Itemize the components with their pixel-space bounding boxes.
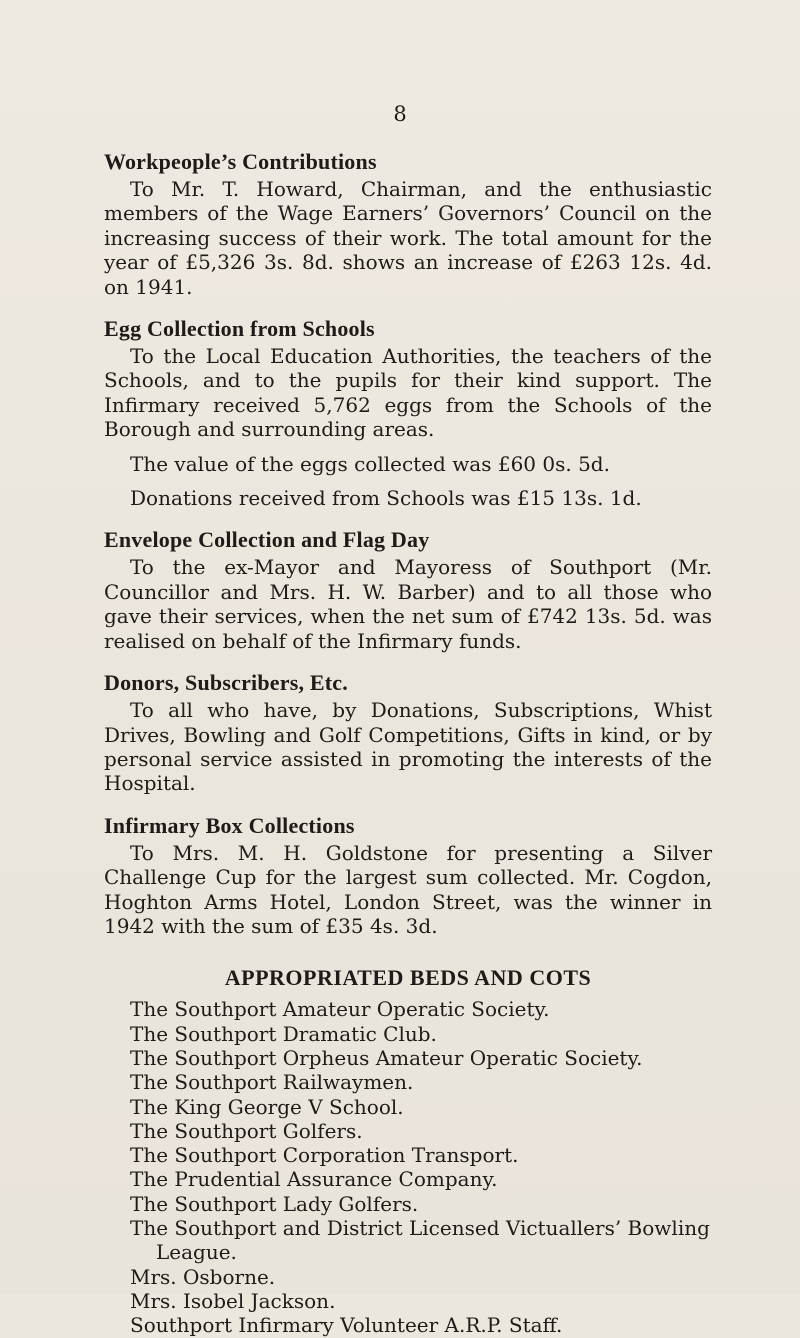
page-number: 8 <box>393 102 407 126</box>
list-item: The Southport Golfers. <box>130 1118 363 1143</box>
list-item: The Southport Lady Golfers. <box>130 1191 419 1216</box>
section-heading: Donors, Subscribers, Etc. <box>104 670 348 696</box>
section-paragraph: To all who have, by Donations, Subscriptions, Whist Drives, Bowling and Golf Competitions, Gifts in kind, or by personal service assisted in promoting the interests of the Hospital. <box>104 698 712 796</box>
list-item: Mrs. Isobel Jackson. <box>130 1288 336 1313</box>
section-paragraph: Donations received from Schools was £15 13s. 1d. <box>130 486 642 511</box>
section-heading: Infirmary Box Collections <box>104 812 355 838</box>
beds-title: APPROPRIATED BEDS AND COTS <box>224 965 592 991</box>
section-workpeoples-contributions <box>104 148 712 299</box>
list-item: The Southport Orpheus Amateur Operatic Society. <box>130 1045 643 1070</box>
list-item: The Southport Corporation Transport. <box>130 1143 519 1168</box>
section-heading: Egg Collection from Schools <box>104 316 375 342</box>
list-item: The Southport and District Licensed Victuallers’ Bowling League. <box>130 1216 710 1265</box>
section-heading: Workpeople’s Contributions <box>104 149 377 174</box>
list-item: The Southport Dramatic Club. <box>130 1021 437 1046</box>
list-item: The King George V School. <box>130 1094 404 1119</box>
list-item: The Prudential Assurance Company. <box>130 1167 498 1192</box>
page-content <box>104 148 712 1338</box>
section-paragraph: The value of the eggs collected was £60 0s. 5d. <box>130 451 610 476</box>
beds-list <box>104 997 712 1337</box>
section-heading: Envelope Collection and Flag Day <box>104 527 430 553</box>
section-egg-collection <box>104 315 712 510</box>
section-paragraph: To the ex-Mayor and Mayoress of Southport (Mr. Councillor and Mrs. H. W. Barber) and to all those who gave their services, when the net sum of £742 13s. 5d. was realised on behalf of the Infirmary funds. <box>104 555 712 653</box>
list-item: Southport Infirmary Volunteer A.R.P. Staff. <box>130 1313 563 1338</box>
section-infirmary-box-collections <box>104 812 712 939</box>
section-paragraph: To the Local Education Authorities, the teachers of the Schools, and to the pupils for their kind support. The Infirmary received 5,762 eggs from the Schools of the Borough and surrounding areas. <box>104 344 712 442</box>
list-item: The Southport Railwaymen. <box>130 1070 414 1095</box>
section-donors-subscribers <box>104 669 712 796</box>
list-item: Mrs. Osborne. <box>130 1264 276 1289</box>
section-envelope-collection <box>104 526 712 653</box>
section-paragraph: To Mrs. M. H. Goldstone for presenting a Silver Challenge Cup for the largest sum collected. Mr. Cogdon, Hoghton Arms Hotel, London Street, was the winner in 1942 with the sum of £35 4s. 3d. <box>104 840 712 938</box>
section-paragraph: To Mr. T. Howard, Chairman, and the enthusiastic members of the Wage Earners’ Governors’ Council on the increasing success of their work. The total amount for the year of £5,326 3s. 8d. shows an increase of £263 12s. 4d. on 1941. <box>104 177 712 299</box>
list-item: The Southport Amateur Operatic Society. <box>130 997 550 1022</box>
